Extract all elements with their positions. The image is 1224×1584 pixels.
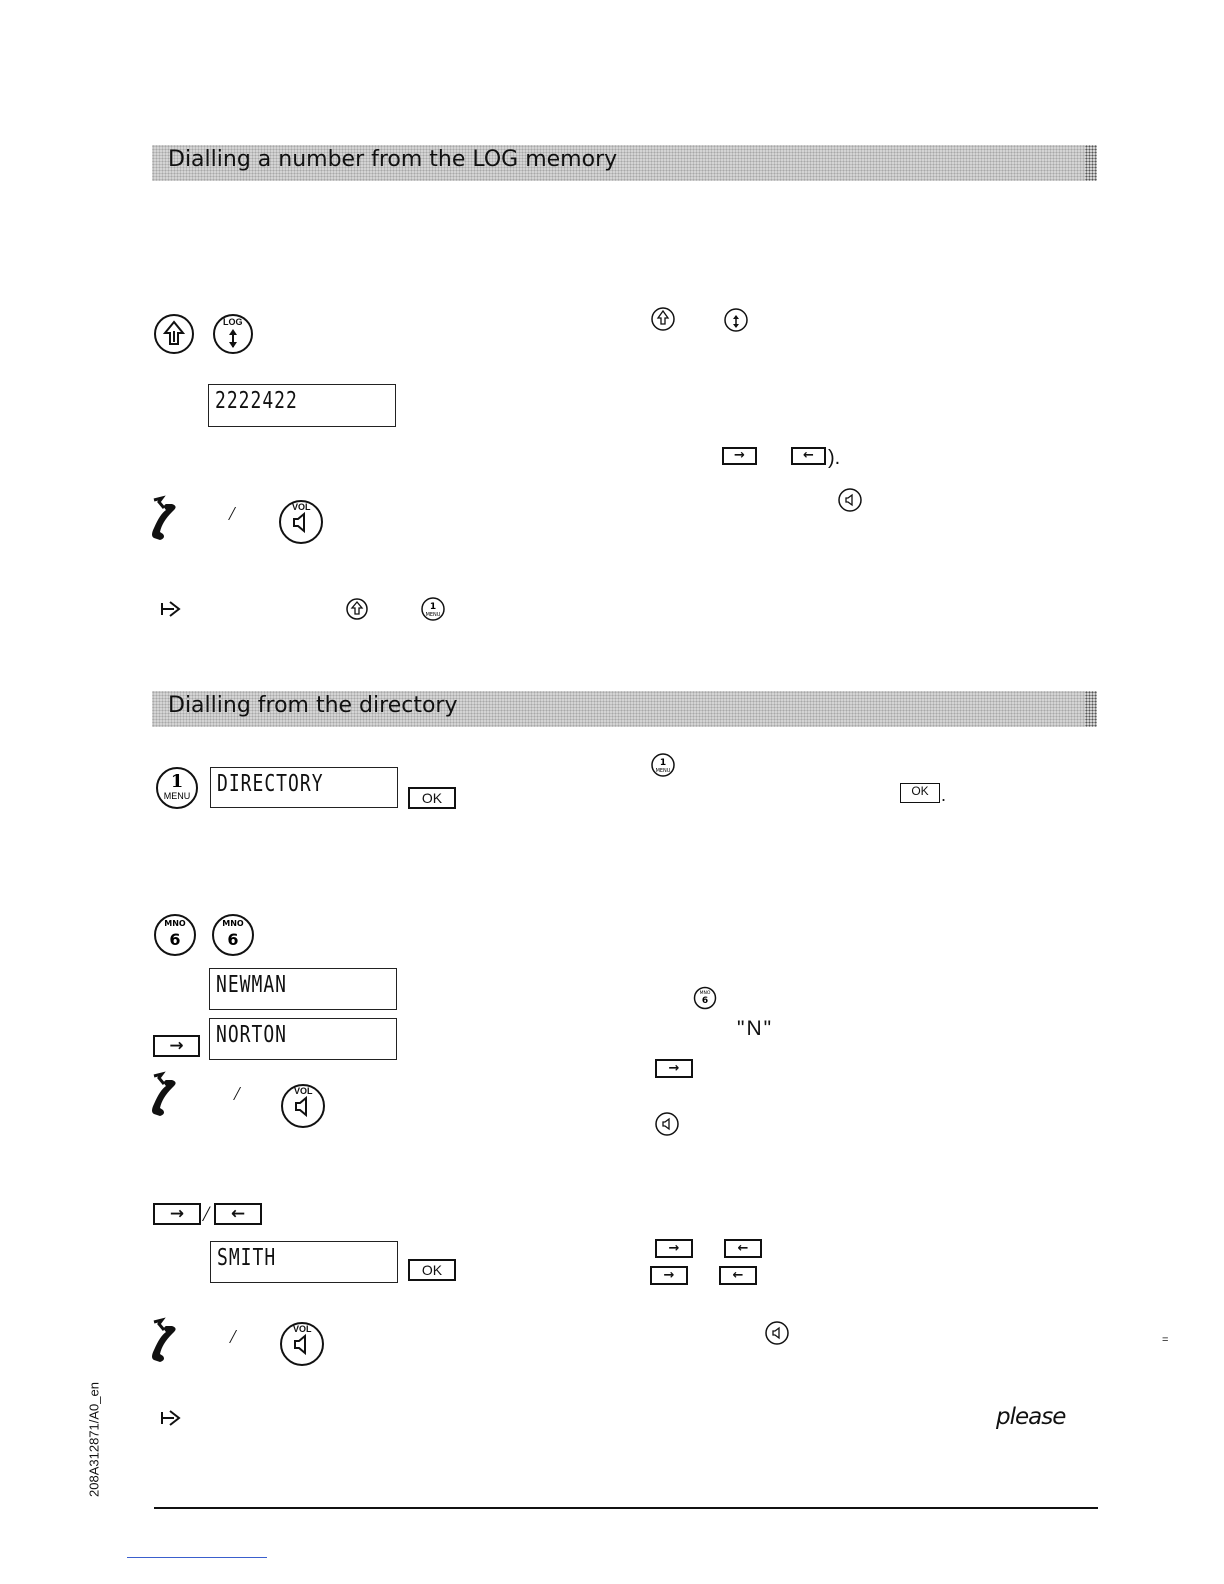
- vol-label: VOL: [292, 502, 311, 512]
- section-title-directory: Dialling from the directory: [168, 693, 458, 718]
- vol-label-2: VOL: [294, 1086, 313, 1096]
- note-arrow-icon: [160, 597, 184, 619]
- arrow-right-key-right-3: →: [655, 1239, 693, 1258]
- speaker-key-2: [279, 1082, 327, 1130]
- section-banner-directory: [152, 691, 1097, 727]
- log-key-label: LOG: [223, 317, 243, 327]
- ok-key-right: OK: [900, 783, 940, 803]
- vol-label-3: VOL: [293, 1324, 312, 1334]
- arrow-separator: /: [203, 1201, 210, 1226]
- section-title-log: Dialling a number from the LOG memory: [168, 147, 618, 172]
- arrow-right-key-right-4: →: [650, 1266, 688, 1285]
- speaker-key-3: [278, 1320, 326, 1368]
- svg-text:1: 1: [659, 758, 667, 768]
- svg-text:MENU: MENU: [163, 791, 191, 801]
- menu-key-icon-right: [651, 752, 677, 780]
- or-separator-3: /: [230, 1326, 236, 1348]
- shift-key-icon-right: [651, 307, 677, 333]
- log-key: [211, 311, 257, 357]
- svg-text:MENU: MENU: [655, 768, 671, 774]
- svg-text:1: 1: [170, 771, 184, 792]
- handset-lift-icon-2: [150, 1072, 200, 1118]
- footer-rule: [154, 1507, 1098, 1509]
- display-smith: SMITH: [210, 1241, 398, 1283]
- period: .: [941, 785, 947, 805]
- shift-key-icon-small: [346, 598, 370, 622]
- margin-mark: =: [1162, 1334, 1169, 1346]
- shift-key-icon: [153, 313, 197, 357]
- quoted-letter-n: "N": [737, 1017, 774, 1040]
- section-banner-log: [152, 145, 1097, 181]
- menu-key-icon: [155, 766, 201, 812]
- display-norton: NORTON: [209, 1018, 397, 1060]
- svg-text:1: 1: [429, 602, 437, 612]
- arrow-right-key-right-2: →: [655, 1059, 693, 1078]
- arrow-left-key-right-3: ←: [724, 1239, 762, 1258]
- menu-key-icon-small: [421, 597, 447, 623]
- svg-text:6: 6: [169, 930, 181, 949]
- svg-text:6: 6: [227, 930, 239, 949]
- arrow-right-key-2: →: [153, 1203, 201, 1225]
- close-paren: ).: [828, 447, 841, 469]
- handset-lift-icon: [150, 496, 200, 542]
- arrow-right-key: →: [153, 1035, 200, 1057]
- svg-text:MNO: MNO: [699, 991, 711, 996]
- mno-key-icon-right: [693, 986, 719, 1012]
- speaker-key-icon-right: [838, 487, 864, 513]
- ok-key-2: OK: [408, 1259, 456, 1281]
- display-directory: DIRECTORY: [210, 767, 398, 808]
- arrow-right-key-right: →: [722, 447, 757, 465]
- note-arrow-icon-2: [160, 1406, 184, 1428]
- or-separator: /: [229, 503, 235, 525]
- or-separator-2: /: [234, 1083, 240, 1105]
- mno-key-icon-1: [153, 913, 199, 959]
- document-code: 208A312871/A0_en: [86, 1382, 102, 1497]
- display-newman: NEWMAN: [209, 968, 397, 1010]
- svg-text:6: 6: [701, 996, 709, 1006]
- mno-key-icon-2: [211, 913, 257, 959]
- svg-text:MNO: MNO: [222, 919, 244, 928]
- handset-lift-icon-3: [150, 1318, 200, 1364]
- svg-text:MENU: MENU: [425, 612, 441, 618]
- arrow-left-key-right: ←: [791, 447, 826, 465]
- bottom-link-underline: [127, 1557, 267, 1558]
- arrow-left-key-right-4: ←: [719, 1266, 757, 1285]
- arrow-left-key: ←: [214, 1203, 262, 1225]
- svg-text:MNO: MNO: [164, 919, 186, 928]
- speaker-key-icon-right-3: [765, 1320, 791, 1346]
- log-key-icon-right: [724, 306, 750, 334]
- speaker-key-icon-right-2: [655, 1111, 681, 1137]
- display-number: 2222422: [208, 384, 396, 427]
- please-text: please: [996, 1404, 1066, 1430]
- ok-key: OK: [408, 787, 456, 809]
- speaker-key: [277, 498, 325, 546]
